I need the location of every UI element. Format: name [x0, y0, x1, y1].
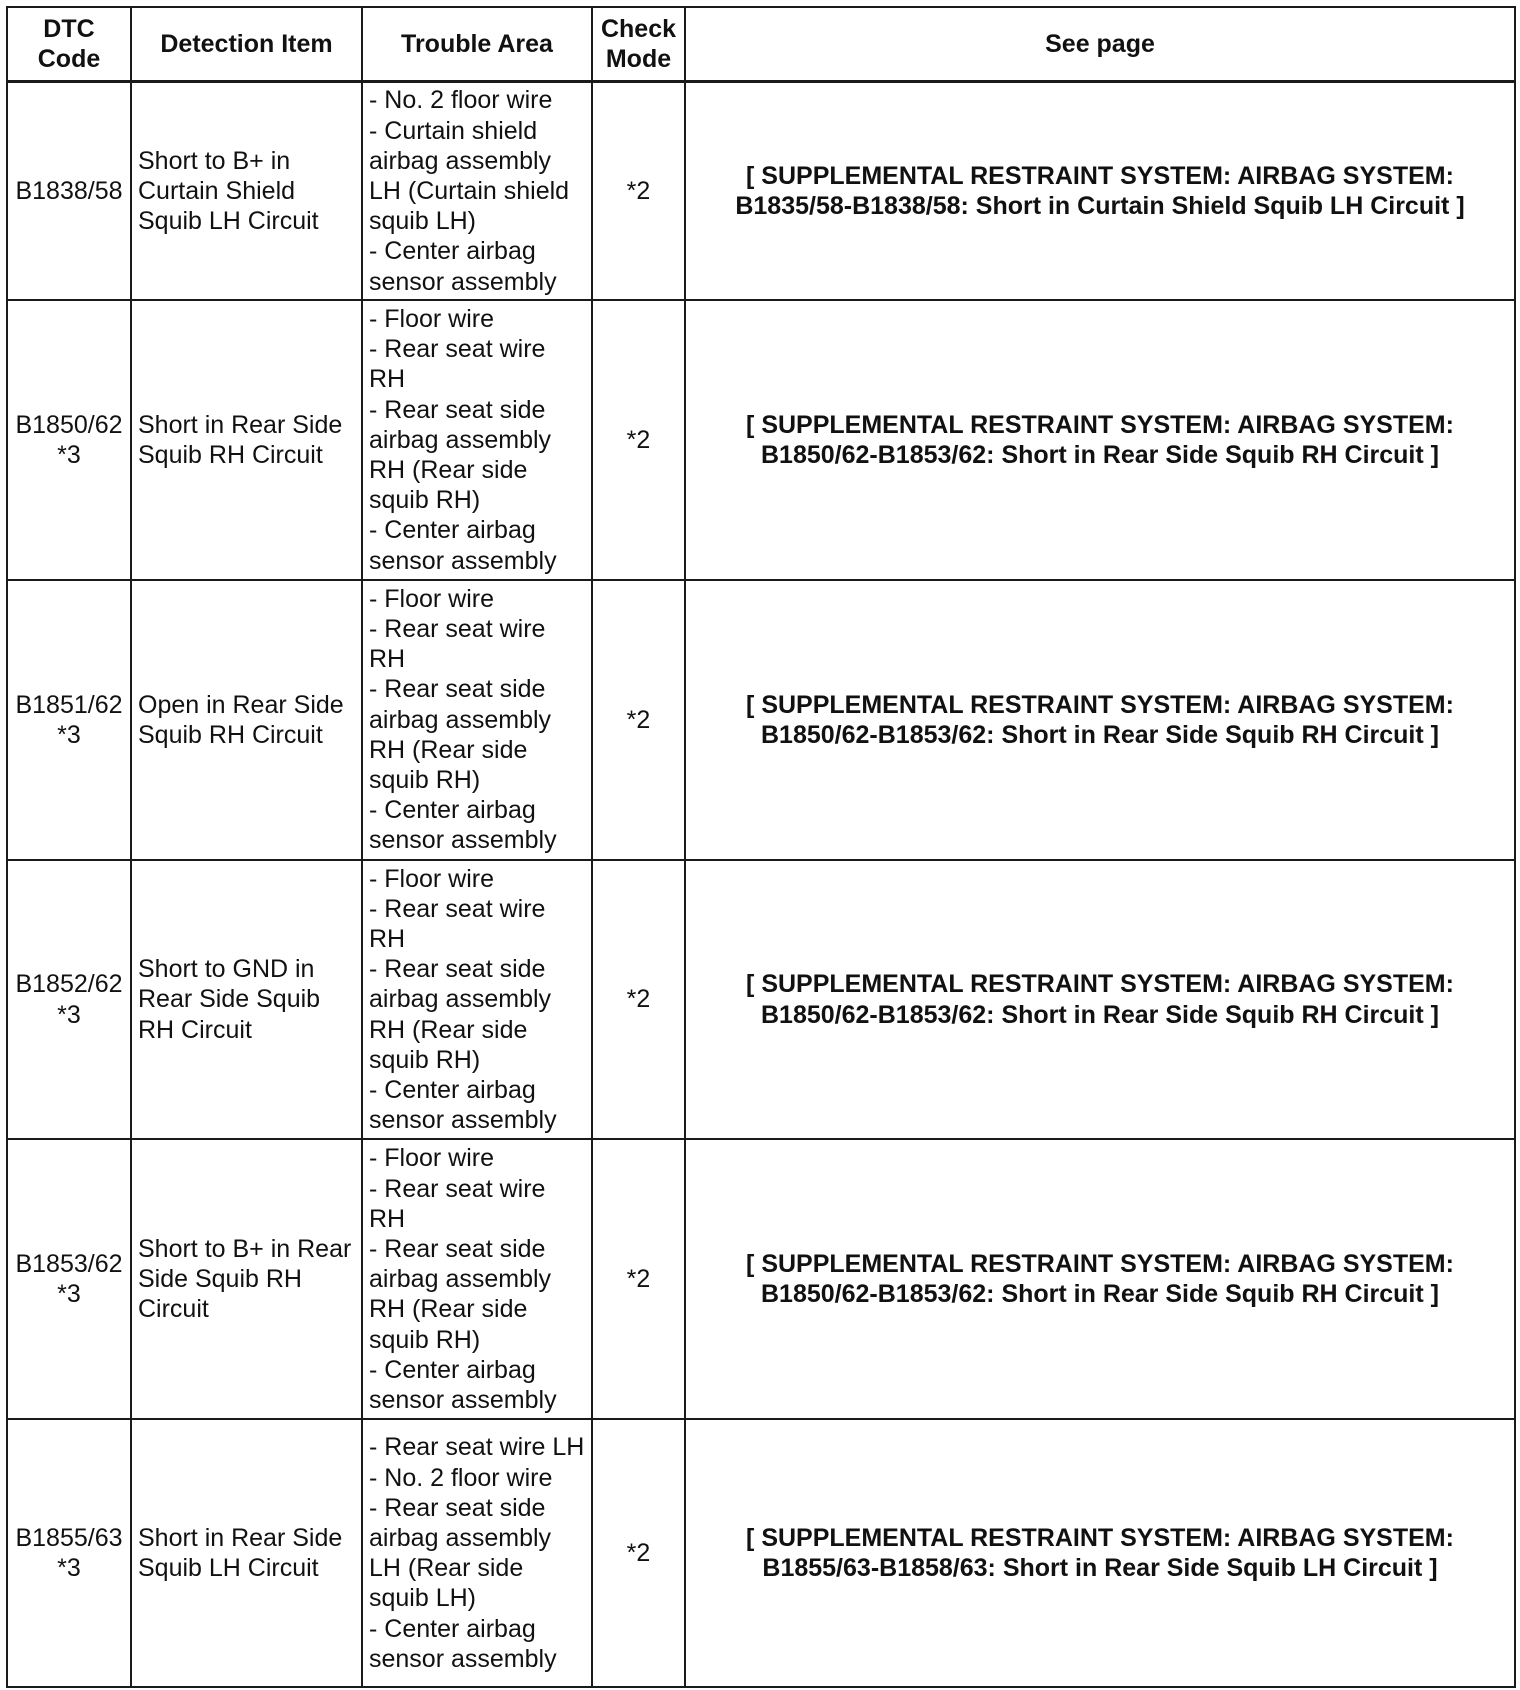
- area-line: - Rear seat wire: [369, 615, 546, 644]
- area-line: - Floor wire: [369, 584, 495, 613]
- trouble-area-cell: [362, 860, 592, 1140]
- code-line: *3: [57, 440, 81, 469]
- item-line: Open in Rear Side: [138, 690, 344, 719]
- item-line: Circuit: [138, 1295, 209, 1324]
- check-mode-cell: [592, 1139, 685, 1419]
- dtc-code-cell: [7, 580, 131, 860]
- area-line: RH (Rear side: [369, 1015, 528, 1044]
- area-line: airbag assembly: [369, 146, 552, 175]
- area-line: - Rear seat wire: [369, 1174, 546, 1203]
- area-line: squib RH): [369, 766, 481, 795]
- area-line: - Center airbag: [369, 1355, 536, 1384]
- dtc-code-cell: [7, 300, 131, 580]
- area-line: - Center airbag: [369, 1614, 536, 1643]
- mode-value: *2: [626, 705, 651, 734]
- dtc-code-cell: [7, 1139, 131, 1419]
- area-line: - Rear seat side: [369, 395, 546, 424]
- see-page-link[interactable]: [735, 161, 1464, 221]
- dtc-code-cell: [7, 860, 131, 1140]
- header-check-mode: Check Mode: [592, 7, 685, 82]
- table-row: [7, 860, 1515, 1140]
- area-line: - Floor wire: [369, 864, 495, 893]
- table-row: [7, 82, 1515, 301]
- area-line: - Center airbag: [369, 796, 536, 825]
- area-line: airbag assembly: [369, 425, 552, 454]
- see-line: [ SUPPLEMENTAL RESTRAINT SYSTEM: AIRBAG SYSTEM:: [746, 410, 1454, 439]
- code-line: B1855/63: [15, 1523, 123, 1552]
- area-line: - Rear seat side: [369, 1235, 546, 1264]
- area-line: airbag assembly: [369, 1523, 552, 1552]
- area-line: - Center airbag: [369, 237, 536, 266]
- header-row: [7, 7, 1515, 82]
- trouble-area-cell: [362, 1139, 592, 1419]
- area-line: RH: [369, 365, 406, 394]
- area-line: squib LH): [369, 1584, 476, 1613]
- area-line: - Center airbag: [369, 1076, 536, 1105]
- item-line: Short to GND in: [138, 955, 315, 984]
- area-line: sensor assembly: [369, 1106, 557, 1135]
- check-mode-cell: [592, 82, 685, 301]
- area-line: - Rear seat side: [369, 955, 546, 984]
- area-line: - Floor wire: [369, 305, 495, 334]
- see-line: B1850/62-B1853/62: Short in Rear Side Squib RH Circuit ]: [761, 1280, 1439, 1309]
- item-line: Rear Side Squib: [138, 985, 321, 1014]
- check-mode-cell: [592, 1419, 685, 1687]
- area-line: squib RH): [369, 1325, 481, 1354]
- dtc-code-cell: [7, 82, 131, 301]
- see-line: [ SUPPLEMENTAL RESTRAINT SYSTEM: AIRBAG SYSTEM:: [746, 1250, 1454, 1279]
- detection-item-cell: [131, 860, 362, 1140]
- see-line: [ SUPPLEMENTAL RESTRAINT SYSTEM: AIRBAG SYSTEM:: [746, 1523, 1454, 1552]
- code-line: *3: [57, 1000, 81, 1029]
- detection-item-cell: [131, 82, 362, 301]
- mode-value: *2: [626, 176, 651, 205]
- check-mode-cell: [592, 580, 685, 860]
- see-line: B1855/63-B1858/63: Short in Rear Side Squib LH Circuit ]: [762, 1554, 1438, 1583]
- code-line: *3: [57, 720, 81, 749]
- code-line: *3: [57, 1280, 81, 1309]
- area-line: - Floor wire: [369, 1144, 495, 1173]
- see-line: B1850/62-B1853/62: Short in Rear Side Squib RH Circuit ]: [761, 720, 1439, 749]
- check-mode-cell: [592, 300, 685, 580]
- code-line: B1851/62: [15, 690, 123, 719]
- detection-item-cell: [131, 580, 362, 860]
- see-page-cell[interactable]: [685, 1139, 1515, 1419]
- header-detection-item: Detection Item: [131, 7, 362, 82]
- trouble-area-cell: [362, 300, 592, 580]
- area-line: RH: [369, 925, 406, 954]
- area-line: - Rear seat wire: [369, 894, 546, 923]
- item-line: Squib LH Circuit: [138, 207, 319, 236]
- header-trouble-area: Trouble Area: [362, 7, 592, 82]
- see-page-cell[interactable]: [685, 580, 1515, 860]
- see-page-link[interactable]: [746, 1523, 1454, 1583]
- header-see-page: See page: [685, 7, 1515, 82]
- detection-item-cell: [131, 1139, 362, 1419]
- area-line: airbag assembly: [369, 1265, 552, 1294]
- area-line: - Curtain shield: [369, 116, 538, 145]
- see-line: B1835/58-B1838/58: Short in Curtain Shield Squib LH Circuit ]: [735, 192, 1465, 221]
- item-line: Squib LH Circuit: [138, 1554, 319, 1583]
- see-line: B1850/62-B1853/62: Short in Rear Side Squib RH Circuit ]: [761, 1000, 1439, 1029]
- detection-item-cell: [131, 1419, 362, 1687]
- see-line: [ SUPPLEMENTAL RESTRAINT SYSTEM: AIRBAG SYSTEM:: [746, 690, 1454, 719]
- area-line: squib LH): [369, 207, 476, 236]
- area-line: sensor assembly: [369, 826, 557, 855]
- area-line: RH (Rear side: [369, 735, 528, 764]
- area-line: RH (Rear side: [369, 456, 528, 485]
- item-line: Squib RH Circuit: [138, 720, 323, 749]
- area-line: sensor assembly: [369, 1644, 557, 1673]
- area-line: - Center airbag: [369, 516, 536, 545]
- see-line: [ SUPPLEMENTAL RESTRAINT SYSTEM: AIRBAG SYSTEM:: [746, 970, 1454, 999]
- see-page-link[interactable]: [746, 410, 1454, 470]
- see-page-link[interactable]: [746, 690, 1454, 750]
- table-row: [7, 580, 1515, 860]
- area-line: airbag assembly: [369, 985, 552, 1014]
- area-line: squib RH): [369, 1045, 481, 1074]
- area-line: - No. 2 floor wire: [369, 86, 553, 115]
- area-line: sensor assembly: [369, 267, 557, 296]
- item-line: Short in Rear Side: [138, 410, 343, 439]
- see-page-cell[interactable]: [685, 300, 1515, 580]
- see-page-link[interactable]: [746, 969, 1454, 1029]
- area-line: - No. 2 floor wire: [369, 1463, 553, 1492]
- area-line: LH (Curtain shield: [369, 176, 570, 205]
- item-line: Squib RH Circuit: [138, 440, 323, 469]
- area-line: sensor assembly: [369, 1386, 557, 1415]
- area-line: - Rear seat side: [369, 1493, 546, 1522]
- mode-value: *2: [626, 1265, 651, 1294]
- item-line: Short in Rear Side: [138, 1523, 343, 1552]
- see-line: [ SUPPLEMENTAL RESTRAINT SYSTEM: AIRBAG SYSTEM:: [746, 161, 1454, 190]
- area-line: - Rear seat wire: [369, 335, 546, 364]
- item-line: Side Squib RH: [138, 1265, 302, 1294]
- area-line: - Rear seat wire LH: [369, 1433, 585, 1462]
- see-page-link[interactable]: [746, 1249, 1454, 1309]
- see-page-cell[interactable]: [685, 82, 1515, 301]
- code-line: *3: [57, 1554, 81, 1583]
- code-line: B1852/62: [15, 970, 123, 999]
- detection-item-cell: [131, 300, 362, 580]
- area-line: RH: [369, 1204, 406, 1233]
- table-row: [7, 1419, 1515, 1687]
- code-line: B1853/62: [15, 1250, 123, 1279]
- see-page-cell[interactable]: [685, 860, 1515, 1140]
- dtc-code-cell: [7, 1419, 131, 1687]
- code-line: B1838/58: [15, 176, 123, 205]
- see-line: B1850/62-B1853/62: Short in Rear Side Squib RH Circuit ]: [761, 440, 1439, 469]
- area-line: RH (Rear side: [369, 1295, 528, 1324]
- trouble-area-cell: [362, 1419, 592, 1687]
- area-line: airbag assembly: [369, 705, 552, 734]
- item-line: Short to B+ in Rear: [138, 1235, 352, 1264]
- mode-value: *2: [626, 425, 651, 454]
- table-row: [7, 1139, 1515, 1419]
- mode-value: *2: [626, 985, 651, 1014]
- item-line: RH Circuit: [138, 1015, 252, 1044]
- code-line: B1850/62: [15, 410, 123, 439]
- check-mode-cell: [592, 860, 685, 1140]
- trouble-area-cell: [362, 580, 592, 860]
- table-row: [7, 300, 1515, 580]
- dtc-table: [6, 6, 1516, 1688]
- mode-value: *2: [626, 1539, 651, 1568]
- item-line: Curtain Shield: [138, 176, 296, 205]
- table-body: [7, 82, 1515, 1688]
- area-line: sensor assembly: [369, 546, 557, 575]
- trouble-area-cell: [362, 82, 592, 301]
- area-line: LH (Rear side: [369, 1554, 524, 1583]
- see-page-cell[interactable]: [685, 1419, 1515, 1687]
- area-line: RH: [369, 645, 406, 674]
- item-line: Short to B+ in: [138, 146, 291, 175]
- header-dtc-code: DTC Code: [7, 7, 131, 82]
- area-line: squib RH): [369, 486, 481, 515]
- area-line: - Rear seat side: [369, 675, 546, 704]
